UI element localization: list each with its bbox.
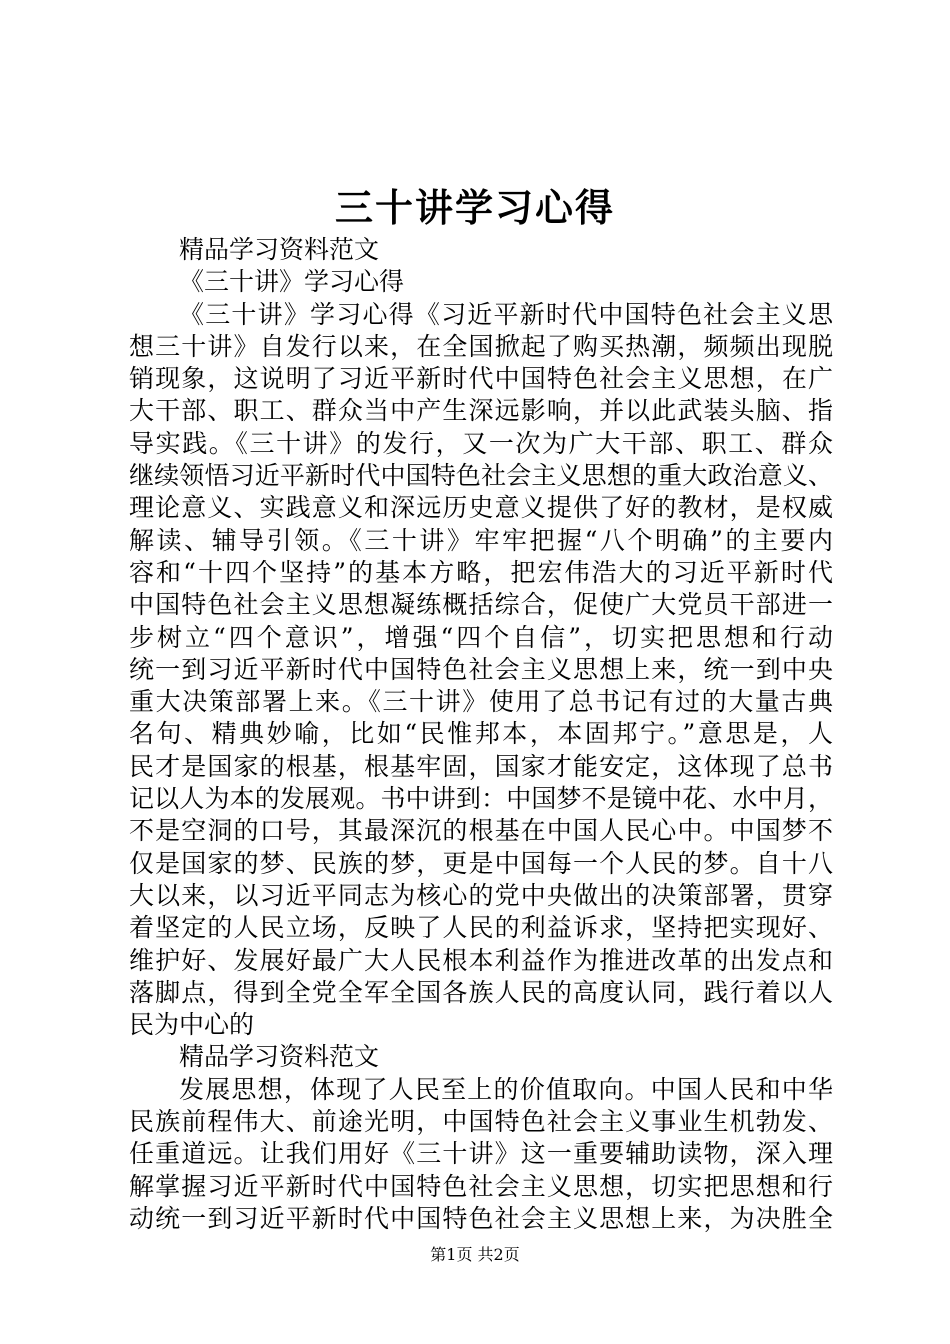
paragraph-line: 落脚点，得到全党全军全国各族人民的高度认同，践行着以人 (129, 977, 833, 1007)
paragraph-line: 动统一到习近平新时代中国特色社会主义思想上来，为决胜全 (129, 1203, 833, 1233)
paragraph-line: 导实践。《三十讲》的发行，又一次为广大干部、职工、群众 (129, 428, 833, 458)
paragraph-line: 民才是国家的根基，根基牢固，国家才能安定，这体现了总书 (129, 751, 833, 781)
paragraph-line: 大干部、职工、群众当中产生深远影响，并以此武装头脑、指 (129, 396, 833, 426)
paragraph-line: 维护好、发展好最广大人民根本利益作为推进改革的出发点和 (129, 945, 833, 975)
paragraph-line: 大以来，以习近平同志为核心的党中央做出的决策部署，贯穿 (129, 880, 833, 910)
paragraph-line: 仅是国家的梦、民族的梦，更是中国每一个人民的梦。自十八 (129, 848, 833, 878)
paragraph-line: 步树立“四个意识”，增强“四个自信”，切实把思想和行动 (129, 622, 833, 652)
paragraph-line: 解掌握习近平新时代中国特色社会主义思想，切实把思想和行 (129, 1171, 833, 1201)
paragraph-line: 容和“十四个坚持”的基本方略，把宏伟浩大的习近平新时代 (129, 557, 833, 587)
section-header-line: 《三十讲》学习心得 (179, 267, 405, 297)
paragraph-line: 着坚定的人民立场，反映了人民的利益诉求，坚持把实现好、 (129, 913, 833, 943)
document-body (129, 234, 833, 1235)
paragraph-first-line: 《三十讲》学习心得《习近平新时代中国特色社会主义思 (179, 299, 833, 329)
paragraph-line: 想三十讲》自发行以来，在全国掀起了购买热潮，频频出现脱 (129, 331, 833, 361)
paragraph-line: 民族前程伟大、前途光明，中国特色社会主义事业生机勃发、 (129, 1107, 833, 1137)
section-header-line: 精品学习资料范文 (179, 1042, 380, 1072)
paragraph-line: 继续领悟习近平新时代中国特色社会主义思想的重大政治意义、 (129, 461, 833, 491)
paragraph-line: 销现象，这说明了习近平新时代中国特色社会主义思想，在广 (129, 364, 833, 394)
paragraph-line: 中国特色社会主义思想凝练概括综合，促使广大党员干部进一 (129, 590, 833, 620)
paragraph-line: 名句、精典妙喻，比如“民惟邦本，本固邦宁。”意思是，人 (129, 719, 833, 749)
section-header-line: 精品学习资料范文 (179, 235, 380, 264)
paragraph-line: 不是空洞的口号，其最深沉的根基在中国人民心中。中国梦不 (129, 816, 833, 846)
paragraph-last-line: 民为中心的 (129, 1010, 255, 1040)
document-title: 三十讲学习心得 (334, 185, 615, 230)
paragraph-line: 重大决策部署上来。《三十讲》使用了总书记有过的大量古典 (129, 687, 833, 717)
paragraph-line: 解读、辅导引领。《三十讲》牢牢把握“八个明确”的主要内 (129, 525, 833, 555)
paragraph-line: 理论意义、实践意义和深远历史意义提供了好的教材，是权威 (129, 493, 833, 523)
paragraph-line: 统一到习近平新时代中国特色社会主义思想上来，统一到中央 (129, 654, 833, 684)
paragraph-line: 任重道远。让我们用好《三十讲》这一重要辅助读物，深入理 (129, 1139, 833, 1169)
paragraph-first-line: 发展思想，体现了人民至上的价值取向。中国人民和中华 (179, 1074, 833, 1104)
page-number: 第1页 共2页 (430, 1245, 520, 1264)
paragraph-line: 记以人为本的发展观。书中讲到：中国梦不是镜中花、水中月， (129, 784, 833, 814)
